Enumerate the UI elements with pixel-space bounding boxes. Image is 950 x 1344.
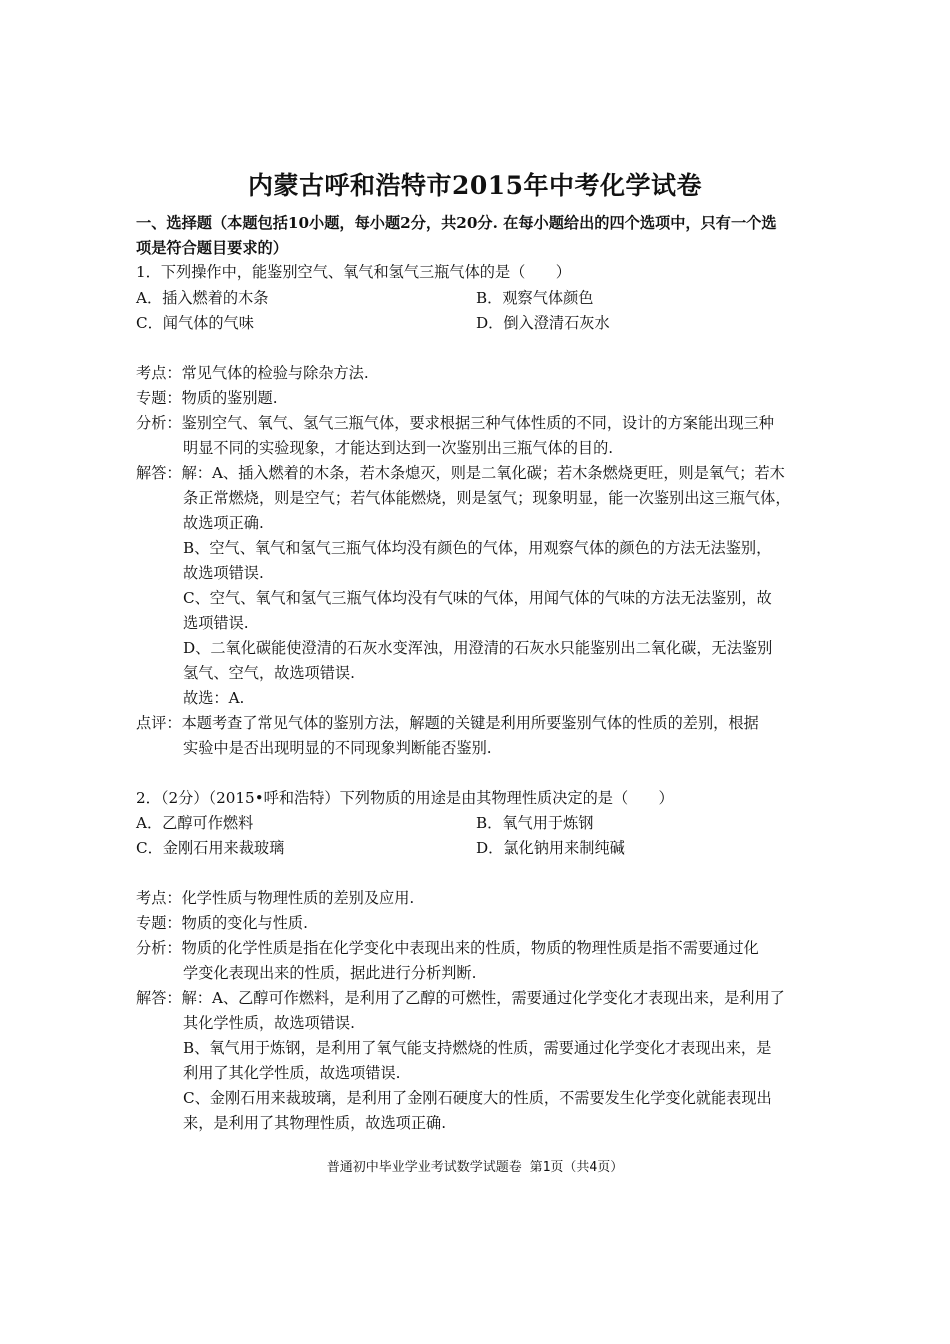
q1-jieda-line: D、二氧化碳能使澄清的石灰水变浑浊，用澄清的石灰水只能鉴别出二氧化碳，无法鉴别: [183, 639, 773, 657]
q1-jieda-line: C、空气、氧气和氢气三瓶气体均没有气味的气体，用闻气体的气味的方法无法鉴别，故: [183, 589, 772, 607]
q1-option-b: B．观察气体颜色: [476, 289, 594, 307]
q1-option-d: D．倒入澄清石灰水: [476, 314, 610, 332]
q2-jieda-line: 解答：解：A、乙醇可作燃料，是利用了乙醇的可燃性，需要通过化学变化才表现出来，是利用了: [136, 989, 785, 1007]
q2-fenxi-line: 分析：物质的化学性质是指在化学变化中表现出来的性质，物质的物理性质是指不需要通过化: [136, 939, 759, 957]
q1-dianping-line: 实验中是否出现明显的不同现象判断能否鉴别.: [183, 739, 492, 757]
q1-kaodian: 考点：常见气体的检验与除杂方法.: [136, 364, 369, 382]
q2-jieda-line: 利用了其化学性质，故选项错误.: [183, 1064, 401, 1082]
q2-option-c: C．金刚石用来裁玻璃: [136, 839, 285, 857]
q2-jieda-line: 其化学性质，故选项错误.: [183, 1014, 355, 1032]
page-title: 内蒙古呼和浩特市2015年中考化学试卷: [247, 171, 703, 200]
q2-jieda-line: B、氧气用于炼钢，是利用了氧气能支持燃烧的性质，需要通过化学变化才表现出来，是: [183, 1039, 772, 1057]
q1-jieda-line: 选项错误.: [183, 614, 249, 632]
q1-jieda-line: 解答：解：A、插入燃着的木条，若木条熄灭，则是二氧化碳；若木条燃烧更旺，则是氧气；若木: [136, 464, 785, 482]
q2-fenxi-line: 学变化表现出来的性质，据此进行分析判断.: [183, 964, 477, 982]
q2-option-d: D．氯化钠用来制纯碱: [476, 839, 625, 857]
section-header-line-1: 一、选择题（本题包括10小题，每小题2分，共20分. 在每小题给出的四个选项中，只有一个选: [136, 214, 777, 232]
q2-jieda-line: C、金刚石用来裁玻璃，是利用了金刚石硬度大的性质，不需要发生化学变化就能表现出: [183, 1089, 772, 1107]
q1-fenxi-line: 分析：鉴别空气、氧气、氢气三瓶气体，要求根据三种气体性质的不同，设计的方案能出现三种: [136, 414, 774, 432]
q1-jieda-line: B、空气、氧气和氢气三瓶气体均没有颜色的气体，用观察气体的颜色的方法无法鉴别，: [183, 539, 772, 557]
q1-fenxi-line: 明显不同的实验现象，才能达到达到一次鉴别出三瓶气体的目的.: [183, 439, 614, 457]
q2-jieda-line: 来，是利用了其物理性质，故选项正确.: [183, 1114, 447, 1132]
q1-jieda-line: 故选项错误.: [183, 564, 264, 582]
q1-option-c: C．闻气体的气味: [136, 314, 254, 332]
q2-stem: 2．（2分）（2015•呼和浩特）下列物质的用途是由其物理性质决定的是（ ）: [136, 789, 674, 807]
q2-option-b: B．氧气用于炼钢: [476, 814, 594, 832]
page-footer: 普通初中毕业学业考试数学试题卷 第1页（共4页）: [326, 1160, 624, 1175]
q1-answer: 故选：A.: [183, 689, 245, 707]
q2-zhuanti: 专题：物质的变化与性质.: [136, 914, 308, 932]
q1-jieda-line: 条正常燃烧，则是空气；若气体能燃烧，则是氢气；现象明显，能一次鉴别出这三瓶气体，: [183, 489, 791, 507]
q2-option-a: A．乙醇可作燃料: [136, 814, 254, 832]
section-header-line-2: 项是符合题目要求的）: [136, 239, 288, 257]
q1-dianping-line: 点评：本题考查了常见气体的鉴别方法，解题的关键是利用所要鉴别气体的性质的差别，根据: [136, 714, 759, 732]
q1-jieda-line: 氢气、空气，故选项错误.: [183, 664, 355, 682]
q1-option-a: A．插入燃着的木条: [136, 289, 269, 307]
q1-jieda-line: 故选项正确.: [183, 514, 264, 532]
q2-kaodian: 考点：化学性质与物理性质的差别及应用.: [136, 889, 415, 907]
q1-zhuanti: 专题：物质的鉴别题.: [136, 389, 278, 407]
q1-stem: 1．下列操作中，能鉴别空气、氧气和氢气三瓶气体的是（ ）: [136, 263, 571, 281]
